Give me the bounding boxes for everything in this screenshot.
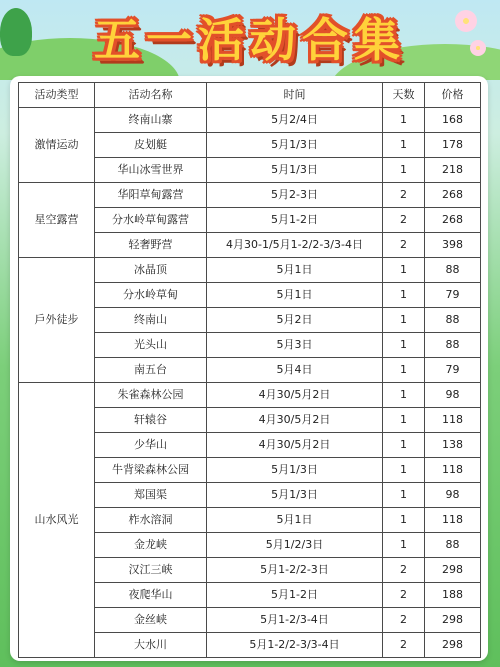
header-name: 活动名称 xyxy=(95,83,207,108)
time-cell: 4月30-1/5月1-2/2-3/3-4日 xyxy=(207,233,383,258)
days-cell: 2 xyxy=(383,208,425,233)
activity-name-cell: 柞水溶洞 xyxy=(95,508,207,533)
price-cell: 79 xyxy=(425,283,481,308)
days-cell: 1 xyxy=(383,108,425,133)
days-cell: 2 xyxy=(383,233,425,258)
table-row xyxy=(19,383,481,408)
activity-name-cell: 朱雀森林公园 xyxy=(95,383,207,408)
price-cell: 298 xyxy=(425,633,481,658)
price-cell: 268 xyxy=(425,208,481,233)
time-cell: 5月1-2/2-3/3-4日 xyxy=(207,633,383,658)
time-cell: 5月2-3日 xyxy=(207,183,383,208)
days-cell: 2 xyxy=(383,183,425,208)
time-cell: 5月1日 xyxy=(207,508,383,533)
price-cell: 88 xyxy=(425,258,481,283)
time-cell: 4月30/5月2日 xyxy=(207,408,383,433)
time-cell: 5月1日 xyxy=(207,283,383,308)
price-cell: 268 xyxy=(425,183,481,208)
price-cell: 298 xyxy=(425,558,481,583)
days-cell: 1 xyxy=(383,383,425,408)
header-price: 价格 xyxy=(425,83,481,108)
activity-name-cell: 光头山 xyxy=(95,333,207,358)
days-cell: 1 xyxy=(383,458,425,483)
price-cell: 168 xyxy=(425,108,481,133)
activity-name-cell: 汉江三峡 xyxy=(95,558,207,583)
activity-table xyxy=(18,82,481,658)
days-cell: 1 xyxy=(383,408,425,433)
category-cell: 星空露营 xyxy=(19,183,95,258)
activity-name-cell: 金龙峡 xyxy=(95,533,207,558)
activity-name-cell: 牛背梁森林公园 xyxy=(95,458,207,483)
time-cell: 5月4日 xyxy=(207,358,383,383)
price-cell: 98 xyxy=(425,383,481,408)
days-cell: 1 xyxy=(383,258,425,283)
activity-name-cell: 大水川 xyxy=(95,633,207,658)
table-row xyxy=(19,183,481,208)
category-cell: 激情运动 xyxy=(19,108,95,183)
price-cell: 88 xyxy=(425,308,481,333)
activity-name-cell: 终南山寨 xyxy=(95,108,207,133)
price-cell: 118 xyxy=(425,458,481,483)
price-cell: 178 xyxy=(425,133,481,158)
activity-name-cell: 华山冰雪世界 xyxy=(95,158,207,183)
activity-name-cell: 分水岭草甸 xyxy=(95,283,207,308)
header-banner xyxy=(0,0,500,80)
activity-name-cell: 终南山 xyxy=(95,308,207,333)
days-cell: 1 xyxy=(383,533,425,558)
price-cell: 218 xyxy=(425,158,481,183)
activity-name-cell: 华阳草甸露营 xyxy=(95,183,207,208)
activity-name-cell: 少华山 xyxy=(95,433,207,458)
time-cell: 4月30/5月2日 xyxy=(207,383,383,408)
price-cell: 138 xyxy=(425,433,481,458)
time-cell: 5月3日 xyxy=(207,333,383,358)
days-cell: 1 xyxy=(383,508,425,533)
page-title: 五一活动合集 xyxy=(94,13,406,67)
category-cell: 山水风光 xyxy=(19,383,95,658)
time-cell: 5月1/3日 xyxy=(207,483,383,508)
price-cell: 298 xyxy=(425,608,481,633)
time-cell: 5月1/3日 xyxy=(207,158,383,183)
price-cell: 88 xyxy=(425,533,481,558)
time-cell: 5月1-2/3-4日 xyxy=(207,608,383,633)
header-category: 活动类型 xyxy=(19,83,95,108)
days-cell: 2 xyxy=(383,558,425,583)
activity-name-cell: 郑国渠 xyxy=(95,483,207,508)
activity-name-cell: 轻奢野营 xyxy=(95,233,207,258)
days-cell: 1 xyxy=(383,283,425,308)
time-cell: 5月1/3日 xyxy=(207,458,383,483)
table-body xyxy=(19,108,481,658)
days-cell: 2 xyxy=(383,608,425,633)
activity-name-cell: 南五台 xyxy=(95,358,207,383)
activity-name-cell: 冰晶顶 xyxy=(95,258,207,283)
time-cell: 4月30/5月2日 xyxy=(207,433,383,458)
days-cell: 2 xyxy=(383,633,425,658)
days-cell: 1 xyxy=(383,158,425,183)
schedule-card xyxy=(10,76,488,661)
time-cell: 5月1-2日 xyxy=(207,208,383,233)
price-cell: 79 xyxy=(425,358,481,383)
days-cell: 1 xyxy=(383,308,425,333)
category-cell: 戶外徒步 xyxy=(19,258,95,383)
time-cell: 5月1/3日 xyxy=(207,133,383,158)
days-cell: 1 xyxy=(383,483,425,508)
days-cell: 1 xyxy=(383,433,425,458)
days-cell: 2 xyxy=(383,583,425,608)
time-cell: 5月1-2日 xyxy=(207,583,383,608)
time-cell: 5月2/4日 xyxy=(207,108,383,133)
price-cell: 118 xyxy=(425,408,481,433)
table-row xyxy=(19,258,481,283)
time-cell: 5月1日 xyxy=(207,258,383,283)
days-cell: 1 xyxy=(383,133,425,158)
price-cell: 188 xyxy=(425,583,481,608)
activity-name-cell: 分水岭草甸露营 xyxy=(95,208,207,233)
time-cell: 5月2日 xyxy=(207,308,383,333)
activity-name-cell: 金丝峡 xyxy=(95,608,207,633)
time-cell: 5月1/2/3日 xyxy=(207,533,383,558)
activity-name-cell: 皮划艇 xyxy=(95,133,207,158)
header-time: 时间 xyxy=(207,83,383,108)
price-cell: 98 xyxy=(425,483,481,508)
days-cell: 1 xyxy=(383,333,425,358)
header-days: 天数 xyxy=(383,83,425,108)
time-cell: 5月1-2/2-3日 xyxy=(207,558,383,583)
table-row xyxy=(19,108,481,133)
table-header-row xyxy=(19,83,481,108)
price-cell: 398 xyxy=(425,233,481,258)
activity-name-cell: 夜爬华山 xyxy=(95,583,207,608)
days-cell: 1 xyxy=(383,358,425,383)
price-cell: 118 xyxy=(425,508,481,533)
price-cell: 88 xyxy=(425,333,481,358)
activity-name-cell: 轩辕谷 xyxy=(95,408,207,433)
